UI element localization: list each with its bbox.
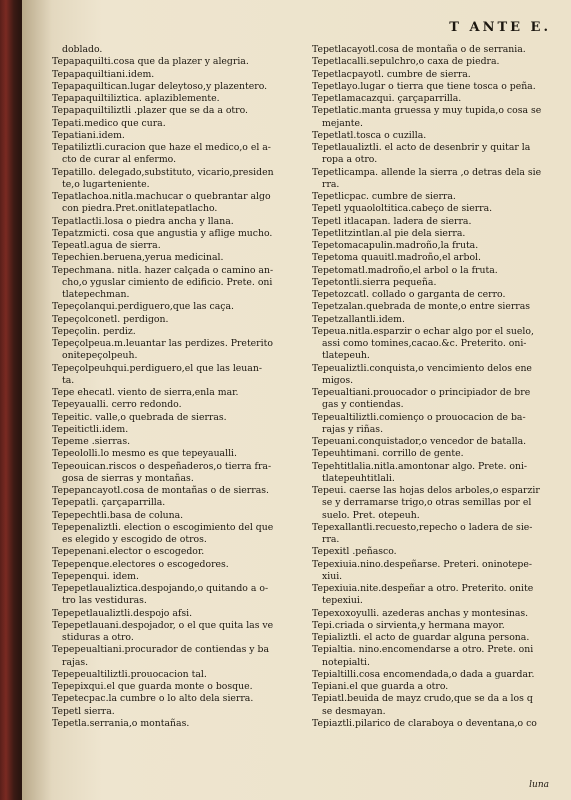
catchword: luna [529, 780, 549, 790]
dictionary-line: Tepetlatic.manta gruessa y muy tupida,o cosa se [312, 105, 542, 117]
dictionary-line: Tepeitictli.idem. [52, 423, 129, 435]
dictionary-line: Tepetozcatl. collado o garganta de cerro. [312, 289, 506, 300]
dictionary-line: tlatepeuh. [322, 350, 370, 362]
dictionary-line: Tepeçolpeuhqui.perdiguero,el que las leuan- [52, 362, 262, 374]
dictionary-line: Tepetzallantli.idem. [312, 313, 405, 325]
dictionary-line: Tepepenqui. idem. [52, 570, 139, 582]
dictionary-line: Tepetlicpac. cumbre de sierra. [312, 191, 456, 202]
dictionary-line: Tepeualtiliztli.comienço o prouocacion de ba- [312, 411, 526, 423]
dictionary-line: Tepetlicampa. allende la sierra ,o detras dela sie [312, 166, 542, 178]
dictionary-line: Tepeololli.lo mesmo es que tepeyaualli. [52, 448, 237, 460]
dictionary-line: Tepepetlaualiztli.despojo afsi. [52, 607, 193, 619]
dictionary-line: Tepechmana. nitla. hazer calçada o camino an- [52, 264, 274, 276]
dictionary-line: gosa de sierras y montañas. [62, 472, 194, 484]
dictionary-line: cto de curar al enfermo. [62, 154, 177, 166]
dictionary-line: Tepetl itlacapan. ladera de sierra. [312, 215, 472, 227]
dictionary-line: Tepeçolpeua.m.leuantar las perdizes. Preterito [52, 338, 273, 349]
dictionary-line: tlatepechman. [62, 289, 130, 300]
right-column [312, 44, 567, 730]
dictionary-line: Tepetlacayotl.cosa de montaña o de serrania. [312, 44, 526, 55]
dictionary-line: Tepati.medico que cura. [52, 117, 166, 129]
dictionary-line: gas y contiendas. [322, 399, 404, 411]
dictionary-line: Tepepixqui.el que guarda monte o bosque. [52, 681, 253, 692]
dictionary-line: Tepetla.serrania,o montañas. [52, 717, 190, 729]
dictionary-line: Tepialtia. nino.encomendarse a otro. Prete. oni [312, 644, 534, 656]
dictionary-line: Tepetlaualiztli. el acto de desenbrir y quitar la [312, 142, 531, 153]
dictionary-line: stiduras a otro. [62, 632, 134, 643]
dictionary-line: Tepapaquiltiliztica. aplaziblemente. [52, 93, 220, 104]
dictionary-line: Tepeua.nitla.esparzir o echar algo por el suelo, [312, 325, 534, 337]
dictionary-line: se y derramarse trigo,o otras semillas por el [322, 497, 532, 509]
dictionary-line: Tepepancayotl.cosa de montañas o de sierras. [52, 485, 269, 496]
dictionary-line: te,o lugarteniente. [62, 178, 150, 190]
dictionary-line: tro las vestiduras. [62, 595, 147, 607]
dictionary-line: Tepialtilli.cosa encomendada,o dada a guardar. [312, 668, 535, 680]
dictionary-line: se desmayan. [322, 705, 386, 717]
dictionary-line: Tepeyaualli. cerro redondo. [52, 399, 182, 411]
dictionary-line: mejante. [322, 117, 363, 129]
dictionary-line: Tepapaquiltiani.idem. [52, 68, 155, 80]
dictionary-line: Tepetl yquaololtitica.cabeço de sierra. [312, 203, 493, 215]
dictionary-line: Tepiani.el que guarda a otro. [312, 681, 449, 692]
dictionary-line: Tepetoma quauitl.madroño,el arbol. [312, 252, 481, 264]
dictionary-line: Tepepeualtiliztli.prouocacion tal. [52, 668, 207, 680]
dictionary-line: tlatepeuhtitlali. [322, 472, 395, 484]
left-column [52, 44, 302, 730]
dictionary-line: Tepeitic. valle,o quebrada de sierras. [52, 411, 227, 423]
dictionary-line: Tepetlitzintlan.al pie dela sierra. [312, 227, 466, 239]
dictionary-line: rajas y riñas. [322, 423, 384, 435]
dictionary-line: Tepeualtiani.prouocador o principiador de bre [312, 387, 531, 398]
dictionary-line: con piedra.Pret.onitlatepatlacho. [62, 203, 218, 215]
dictionary-line: Tepeme .sierras. [52, 436, 131, 447]
dictionary-line: Tepe ehecatl. viento de sierra,enla mar. [52, 387, 239, 398]
dictionary-line: Tepepenaliztli. election o escogimiento del que [52, 521, 274, 533]
dictionary-line: Tepetontli.sierra pequeña. [312, 276, 437, 288]
dictionary-line: Tepeatl.agua de sierra. [52, 240, 161, 251]
dictionary-line: Tepeualiztli.conquista,o vencimiento delos ene [312, 362, 532, 374]
dictionary-line: Tepetecpac.la cumbre o lo alto dela sierra. [52, 693, 254, 705]
dictionary-line: Tepatlactli.losa o piedra ancha y llana. [52, 215, 234, 227]
dictionary-line: Tepapaquilti.cosa que da plazer y alegria. [52, 56, 249, 68]
dictionary-line: Tepiaztli.pilarico de claraboya o deventana,o co [312, 717, 537, 729]
dictionary-line: Tepetomatl.madroño,el arbol o la fruta. [312, 264, 498, 276]
dictionary-line: Tepetlacalli.sepulchro,o caxa de piedra. [312, 56, 500, 68]
dictionary-line: Tepeuhtimani. corrillo de gente. [312, 448, 464, 460]
dictionary-line: Tepi.criada o sirvienta,y hermana mayor. [312, 619, 505, 631]
dictionary-line: Tepapaquiltican.lugar deleytoso,y plazentero. [52, 80, 268, 92]
dictionary-line: Tepetlatl.tosca o cuzilla. [312, 129, 427, 141]
dictionary-line: tepexiui. [322, 595, 363, 607]
dictionary-line: Tepetzalan.quebrada de monte,o entre sierras [312, 301, 531, 313]
dictionary-line: Tepeçolconetl. perdigon. [52, 313, 169, 325]
dictionary-line: Tepexiuia.nino.despeñarse. Preteri. oninotepe- [312, 558, 533, 570]
dictionary-line: Tepiatl.beuida de mayz crudo,que se da a los q [312, 693, 533, 705]
dictionary-line: migos. [322, 374, 354, 386]
dictionary-line: Tepehtitlalia.nitla.amontonar algo. Prete. oni- [312, 460, 528, 472]
dictionary-line: ropa a otro. [322, 154, 378, 166]
dictionary-line: Tepetlacpayotl. cumbre de sierra. [312, 68, 471, 80]
dictionary-page [22, 0, 571, 800]
dictionary-line: Tepatiliztli.curacion que haze el medico,o el a- [52, 142, 271, 153]
dictionary-line: rra. [322, 534, 340, 545]
dictionary-line: es elegido y escogido de otros. [62, 534, 207, 545]
dictionary-line: xiui. [322, 570, 343, 582]
dictionary-line: Tepeçolanqui.perdiguero,que las caça. [52, 301, 234, 313]
dictionary-line: Tepepetlauani.despojador, o el que quita las ve [52, 619, 274, 631]
dictionary-line: Tepetlamacazqui. çarçaparrilla. [312, 93, 462, 104]
dictionary-line: Tepechien.beruena,yerua medicinal. [52, 252, 224, 264]
dictionary-line: notepialti. [322, 656, 370, 668]
dictionary-line: Tepepatli. çarçaparrilla. [52, 497, 166, 509]
dictionary-line: Tepexiuia.nite.despeñar a otro. Preterito. onite [312, 583, 534, 594]
dictionary-line: Tepepenani.elector o escogedor. [52, 546, 205, 558]
dictionary-line: suelo. Pret. otepeuh. [322, 509, 420, 521]
dictionary-line: Tepatillo. delegado,substituto, vicario,presiden [52, 166, 274, 178]
dictionary-line: Tepeuani.conquistador,o vencedor de batalla. [312, 436, 527, 447]
dictionary-line: Tepatzmicti. cosa que angustia y aflige mucho. [52, 227, 273, 239]
dictionary-line: ta. [62, 374, 75, 386]
dictionary-line: onitepeçolpeuh. [62, 350, 138, 362]
dictionary-line: rra. [322, 178, 340, 190]
dictionary-line: Tepializtli. el acto de guardar alguna persona. [312, 632, 530, 643]
dictionary-line: assi como tomines,cacao.&c. Preterito. oni- [322, 338, 527, 349]
dictionary-line: Tepetomacapulin.madroño,la fruta. [312, 240, 479, 251]
dictionary-line: Tepetlayo.lugar o tierra que tiene tosca o peña. [312, 80, 536, 92]
dictionary-line: Tepepenque.electores o escogedores. [52, 558, 229, 570]
dictionary-line: Tepexallantli.recuesto,repecho o ladera de sie- [312, 521, 533, 533]
dictionary-line: Tepeui. caerse las hojas delos arboles,o esparzir [312, 485, 540, 496]
dictionary-line: cho,o yguslar cimiento de edificio. Prete. oni [62, 276, 273, 288]
dictionary-line: Tepeçolin. perdiz. [52, 325, 136, 337]
dictionary-line: rajas. [62, 656, 89, 668]
dictionary-line: Tepatlachoa.nitla.machucar o quebrantar algo [52, 191, 271, 202]
dictionary-line: Tepatiani.idem. [52, 129, 125, 141]
dictionary-line: Tepapaquiltiliztli .plazer que se da a otro. [52, 105, 249, 117]
dictionary-line: Tepexoxoyulli. azederas anchas y montesinas. [312, 607, 529, 619]
dictionary-line: Tepetl sierra. [52, 705, 115, 717]
dictionary-line: doblado. [62, 44, 103, 55]
dictionary-line: Tepexitl .peñasco. [312, 546, 397, 558]
running-header: T ANTE E. [449, 20, 551, 35]
dictionary-line: Tepepeualtiani.procurador de contiendas y ba [52, 644, 270, 656]
dictionary-line: Tepeouican.riscos o despeñaderos,o tierra fra- [52, 460, 272, 472]
dictionary-line: Tepepechtli.basa de coluna. [52, 509, 184, 521]
dictionary-line: Tepepetlaualiztica.despojando,o quitando a o- [52, 583, 269, 594]
